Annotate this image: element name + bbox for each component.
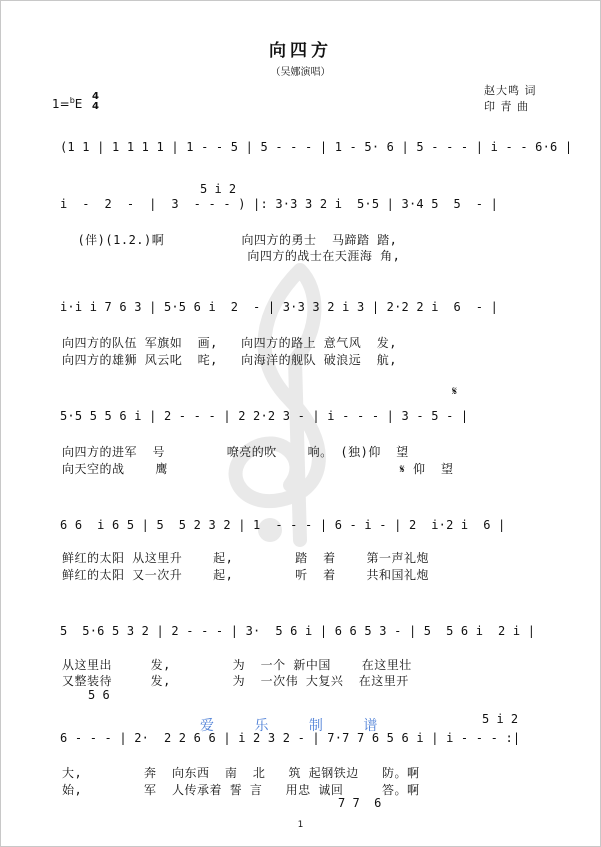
staff-row-2-upper: 5 i 2 [200, 182, 237, 196]
treble-clef-watermark-icon [150, 250, 450, 550]
lyrics-row-3-verse-2: 向四方的雄狮 风云叱 咤, 向海洋的舰队 破浪远 航, [62, 353, 397, 367]
staff-row-7: 6 - - - | 2· 2 2 6 6 | i 2 3 2 - | 7·7 7 6 5 6 i | i - - - :| [60, 731, 521, 745]
staff-row-1: (1 1 | 1 1 1 1 | 1 - - 5 | 5 - - - | 1 - 5· 6 | 5 - - - | i - - 6·6 | [60, 140, 573, 154]
lyrics-row-3-verse-1: 向四方的队伍 军旗如 画, 向四方的路上 意气风 发, [62, 336, 397, 350]
staff-row-2: i - 2 - | 3 - - - ) |: 3·3 3 2 i 5·5 | 3·4 5 5 - | [60, 197, 499, 211]
lyrics-row-5-verse-1: 鲜红的太阳 从这里升 起, 踏 着 第一声礼炮 [62, 551, 429, 565]
time-signature [92, 92, 99, 112]
watermark-text: 爱 乐 制 谱 [200, 718, 396, 734]
staff-row-6-under: 5 6 [88, 688, 110, 702]
staff-row-6: 5 5·6 5 3 2 | 2 - - - | 3· 5 6 i | 6 6 5 3 - | 5 5 6 i 2 i | [60, 624, 536, 638]
lyrics-row-5-verse-2: 鲜红的太阳 又一次升 起, 听 着 共和国礼炮 [62, 568, 429, 582]
lyrics-row-2-verse-1: (伴)(1.2.)啊 向四方的勇士 马蹄踏 踏, [62, 233, 398, 247]
segno-icon: 𝄋 [452, 384, 458, 398]
staff-row-7-under: 7 7 6 [338, 796, 382, 810]
staff-row-7-upper: 5 i 2 [482, 712, 519, 726]
flat-sign: b [69, 96, 75, 105]
key-note: E [74, 97, 83, 111]
key-prefix: 1= [52, 97, 70, 111]
page-number: 1 [297, 820, 304, 830]
lyrics-row-4-verse-2: 向天空的战 鹰 𝄋 仰 望 [62, 462, 454, 476]
song-subtitle: （吴娜演唱） [270, 67, 331, 78]
lyrics-row-7-verse-2: 始, 军 人传承着 誓 言 用忠 诚回 答。啊 [62, 783, 420, 797]
lyrics-row-4-verse-1: 向四方的进军 号 嘹亮的吹 响。 (独)仰 望 [62, 445, 409, 459]
key-signature [52, 96, 82, 111]
song-title: 向四方 [269, 41, 332, 61]
lyricist-credit: 赵大鸣 词 [484, 84, 537, 97]
lyrics-row-6-verse-2: 又整装待 发, 为 一次伟 大复兴 在这里开 [62, 674, 409, 688]
staff-row-3: i·i i 7 6 3 | 5·5 6 i 2 - | 3·3 3 2 i 3 | 2·2 2 i 6 - | [60, 300, 499, 314]
staff-row-4: 5·5 5 5 6 i | 2 - - - | 2 2·2 3 - | i - - - | 3 - 5 - | [60, 409, 469, 423]
staff-row-5: 6 6 i 6 5 | 5 5 2 3 2 | 1 - - - | 6 - i - | 2 i·2 i 6 | [60, 518, 506, 532]
lyrics-row-6-verse-1: 从这里出 发, 为 一个 新中国 在这里壮 [62, 658, 412, 672]
lyrics-row-7-verse-1: 大, 奔 向东西 南 北 筑 起钢铁边 防。啊 [62, 766, 420, 780]
meter-bottom: 4 [92, 101, 99, 112]
composer-credit: 印 青 曲 [484, 100, 529, 113]
lyrics-row-2-verse-2: 向四方的战士在天涯海 角, [62, 249, 401, 263]
meter-top: 4 [92, 91, 99, 102]
